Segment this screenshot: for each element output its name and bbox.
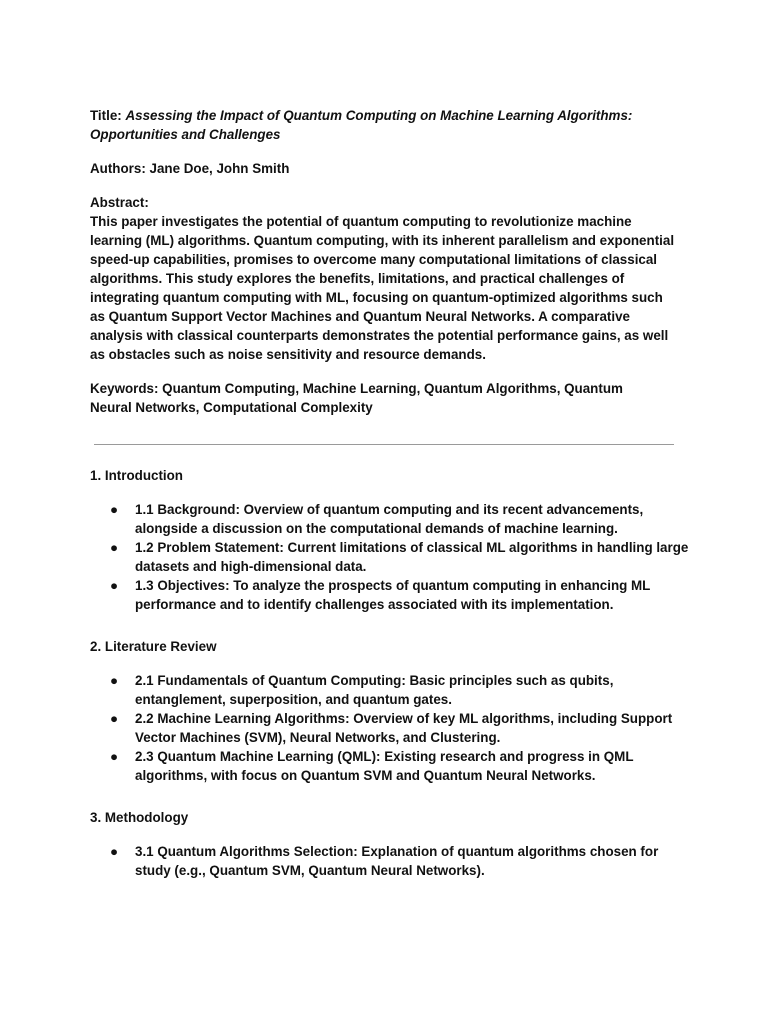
bullet-icon: ● — [110, 502, 119, 517]
section-heading-introduction: 1. Introduction — [90, 468, 183, 483]
document-page — [90, 106, 690, 880]
list-item-text: 1.1 Background: Overview of quantum computing and its recent advancements, alongside a discussion on the computational demands of machine learning. — [135, 502, 644, 536]
bullet-icon: ● — [110, 578, 119, 593]
abstract-body: This paper investigates the potential of quantum computing to revolutionize machine learning (ML) algorithms. Quantum computing, with its inherent parallelism and exponential speed-up capabilities, promises to overcome many computational limitations of classical algorithms. This study explores the benefits, limitations, and practical challenges of integrating quantum computing with ML, focusing on quantum-optimized algorithms such as Quantum Support Vector Machines and Quantum Neural Networks. A comparative analysis with classical counterparts demonstrates the potential performance gains, as well as obstacles such as noise sensitivity and resource demands. — [90, 214, 675, 362]
bullet-icon: ● — [110, 673, 119, 688]
bullet-icon: ● — [110, 540, 119, 555]
list-item — [90, 500, 695, 538]
title-text: Assessing the Impact of Quantum Computing on Machine Learning Algorithms: Opportunities and Challenges — [90, 108, 633, 142]
list-item-text: 2.2 Machine Learning Algorithms: Overview of key ML algorithms, including Support Vector Machines (SVM), Neural Networks, and Clustering. — [135, 711, 673, 745]
authors-line: Authors: Jane Doe, John Smith — [90, 161, 290, 176]
list-item-text: 3.1 Quantum Algorithms Selection: Explanation of quantum algorithms chosen for study (e.g., Quantum SVM, Quantum Neural Networks). — [135, 844, 659, 878]
bullet-icon: ● — [110, 711, 119, 726]
paper-title — [90, 106, 690, 144]
section-heading-methodology: 3. Methodology — [90, 810, 189, 825]
list-item-text: 2.3 Quantum Machine Learning (QML): Existing research and progress in QML algorithms, with focus on Quantum SVM and Quantum Neural Networks. — [135, 749, 634, 783]
list-item-text: 1.3 Objectives: To analyze the prospects of quantum computing in enhancing ML performance and to identify challenges associated with its implementation. — [135, 578, 651, 612]
abstract-heading: Abstract: — [90, 195, 149, 210]
list-item — [90, 538, 695, 576]
list-item — [90, 671, 695, 709]
list-item — [90, 709, 695, 747]
list-item-text: 1.2 Problem Statement: Current limitations of classical ML algorithms in handling large datasets and high-dimensional data. — [135, 540, 689, 574]
bullet-icon: ● — [110, 844, 119, 859]
section-heading-literature-review: 2. Literature Review — [90, 639, 217, 654]
section-divider — [94, 444, 674, 445]
list-item — [90, 842, 695, 880]
list-item — [90, 576, 695, 614]
bullet-icon: ● — [110, 749, 119, 764]
list-item — [90, 747, 695, 785]
keywords-line: Keywords: Quantum Computing, Machine Learning, Quantum Algorithms, Quantum Neural Networks, Computational Complexity — [90, 381, 623, 415]
list-item-text: 2.1 Fundamentals of Quantum Computing: Basic principles such as qubits, entanglement, superposition, and quantum gates. — [135, 673, 614, 707]
literature-review-list — [90, 671, 690, 785]
methodology-list — [90, 842, 690, 880]
title-label: Title: — [90, 108, 122, 123]
introduction-list — [90, 500, 690, 614]
